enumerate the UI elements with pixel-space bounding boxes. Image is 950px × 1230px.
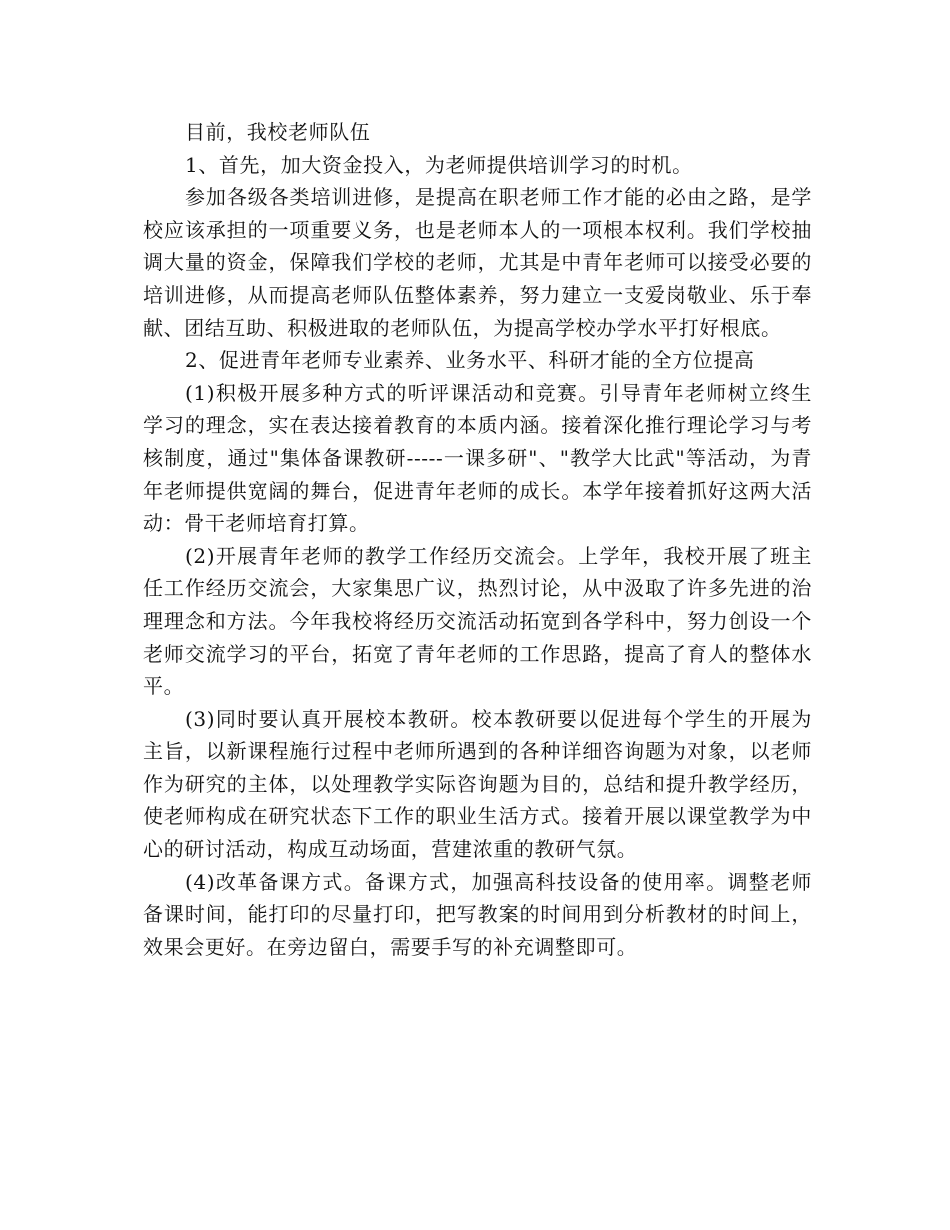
item-4-paragraph: (4)改革备课方式。备课方式，加强高科技设备的使用率。调整老师备课时间，能打印的尽量打印，把写教案的时间用到分析教材的时间上，效果会更好。在旁边留白，需要手写的补充调整即可。 bbox=[143, 869, 812, 959]
section-2-heading: 2、促进青年老师专业素养、业务水平、科研才能的全方位提高 bbox=[185, 348, 755, 373]
item-1-paragraph: (1)积极开展多种方式的听评课活动和竞赛。引导青年老师树立终生学习的理念，实在表达接着教育的本质内涵。接着深化推行理论学习与考核制度，通过"集体备课教研-----一课多研"、"教学大比武"等活动，为青年老师提供宽阔的舞台，促进青年老师的成长。本学年接着抓好这两大活动：骨干老师培育打算。 bbox=[143, 380, 812, 536]
item-3-paragraph: (3)同时要认真开展校本教研。校本教研要以促进每个学生的开展为主旨，以新课程施行过程中老师所遇到的各种详细咨询题为对象，以老师作为研究的主体，以处理教学实际咨询题为目的，总结和提升教学经历，使老师构成在研究状态下工作的职业生活方式。接着开展以课堂教学为中心的研讨活动，构成互动场面，营建浓重的教研气氛。 bbox=[143, 706, 812, 862]
section-1-heading: 1、首先，加大资金投入，为老师提供培训学习的时机。 bbox=[185, 152, 693, 177]
intro-line: 目前，我校老师队伍 bbox=[185, 120, 371, 144]
item-2-paragraph: (2)开展青年老师的教学工作经历交流会。上学年，我校开展了班主任工作经历交流会，大家集思广议，热烈讨论，从中汲取了许多先进的治理理念和方法。今年我校将经历交流活动拓宽到各学科中，努力创设一个老师交流学习的平台，拓宽了青年老师的工作思路，提高了育人的整体水平。 bbox=[143, 543, 812, 699]
section-1-body: 参加各级各类培训进修，是提高在职老师工作才能的必由之路，是学校应该承担的一项重要义务，也是老师本人的一项根本权利。我们学校抽调大量的资金，保障我们学校的老师，尤其是中青年老师可以接受必要的培训进修，从而提高老师队伍整体素养，努力建立一支爱岗敬业、乐于奉献、团结互助、积极进取的老师队伍，为提高学校办学水平打好根底。 bbox=[143, 185, 812, 340]
